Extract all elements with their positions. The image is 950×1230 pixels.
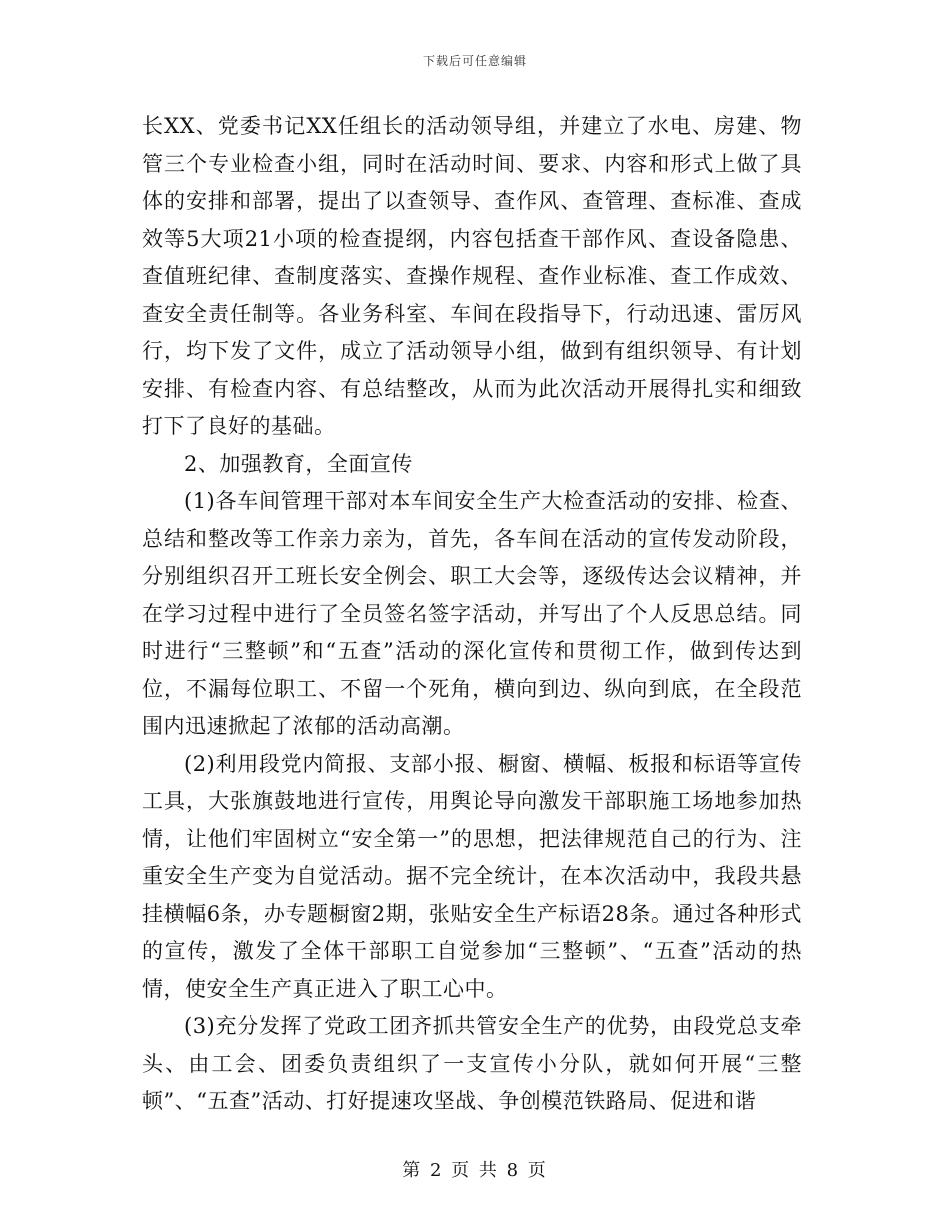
paragraph-5: (3)充分发挥了党政工团齐抓共管安全生产的优势，由段党总支牵头、由工会、团委负责组织了一支宣传小分队，就如何开展“三整顿”、“五查”活动、打好提速攻坚战、争创模范铁路局、促进和谐 xyxy=(142,1014,802,1113)
page-header: 下载后可任意编辑 xyxy=(422,54,527,68)
paragraph-4: (2)利用段党内简报、支部小报、橱窗、横幅、板报和标语等宣传工具，大张旗鼓地进行宣传，用舆论导向激发干部职施工场地参加热情，让他们牢固树立“安全第一”的思想，把法律规范自己的行为、注重安全生产变为自觉活动。据不完全统计，在本次活动中，我段共悬挂横幅6条，办专题橱窗2期，张贴安全生产标语28条。通过各种形式的宣传，激发了全体干部职工自觉参加“三整顿”、“五查”活动的热情，使安全生产真正进入了职工心中。 xyxy=(142,751,802,1001)
paragraph-1: 长XX、党委书记XX任组长的活动领导组，并建立了水电、房建、物管三个专业检查小组，同时在活动时间、要求、内容和形式上做了具体的安排和部署，提出了以查领导、查作风、查管理、查标准、查成效等5大项21小项的检查提纲，内容包括查干部作风、查设备隐患、查值班纪律、查制度落实、查操作规程、查作业标准、查工作成效、查安全责任制等。各业务科室、车间在段指导下，行动迅速、雷厉风行，均下发了文件，成立了活动领导小组，做到有组织领导、有计划安排、有检查内容、有总结整改，从而为此次活动开展得扎实和细致打下了良好的基础。 xyxy=(142,114,802,438)
page-number-footer: 第 2 页 共 8 页 xyxy=(402,1160,548,1181)
paragraph-2-heading: 2、加强教育，全面宣传 xyxy=(184,451,413,476)
document-body xyxy=(142,108,802,1121)
paragraph-3: (1)各车间管理干部对本车间安全生产大检查活动的安排、检查、总结和整改等工作亲力亲为，首先，各车间在活动的宣传发动阶段，分别组织召开工班长安全例会、职工大会等，逐级传达会议精神，并在学习过程中进行了全员签名签字活动，并写出了个人反思总结。同时进行“三整顿”和“五查”活动的深化宣传和贯彻工作，做到传达到位，不漏每位职工、不留一个死角，横向到边、纵向到底，在全段范围内迅速掀起了浓郁的活动高潮。 xyxy=(142,489,802,738)
